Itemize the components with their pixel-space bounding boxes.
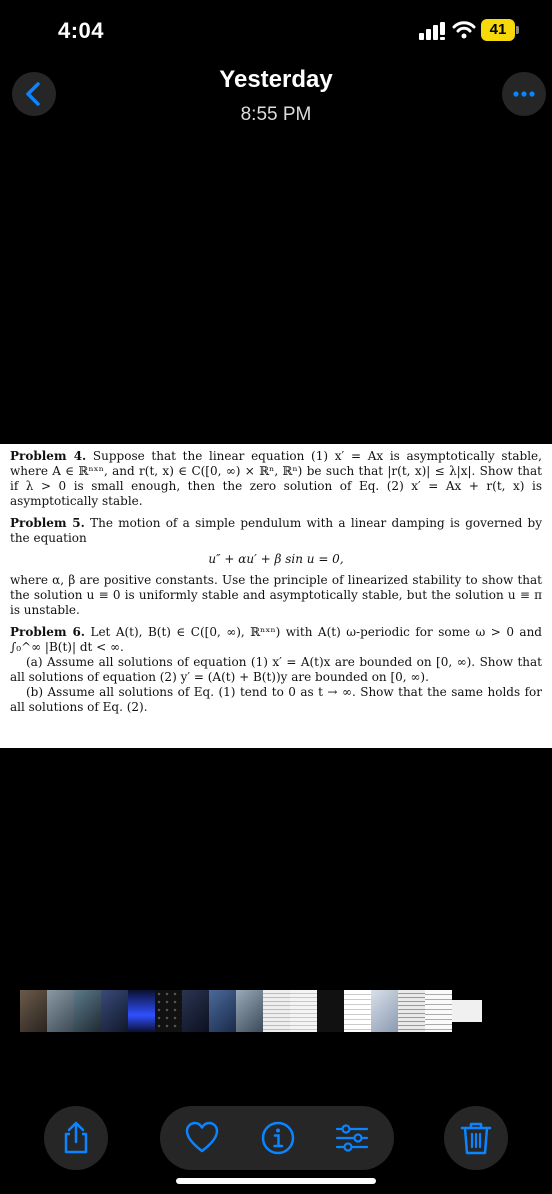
more-button[interactable] bbox=[502, 72, 546, 116]
problem-5-after: where α, β are positive constants. Use the principle of linearized stability to show that the solution u ≡ 0 is uniformly stable and asymptotically stable, but the solution u ≡ π is unstable. bbox=[10, 573, 542, 617]
thumbnail[interactable] bbox=[425, 990, 452, 1032]
ellipsis-icon bbox=[502, 72, 546, 116]
thumbnail-strip[interactable] bbox=[20, 990, 540, 1032]
problem-6-part-b: (b) Assume all solutions of Eq. (1) tend to 0 as t → ∞. Show that the same holds for all solutions of Eq. (2). bbox=[10, 685, 542, 714]
thumbnail[interactable] bbox=[317, 990, 344, 1032]
thumbnail[interactable] bbox=[20, 990, 47, 1032]
thumbnail[interactable] bbox=[236, 990, 263, 1032]
problem-6-label: Problem 6. bbox=[10, 625, 85, 639]
delete-button[interactable] bbox=[444, 1106, 508, 1170]
thumbnail[interactable] bbox=[452, 1000, 482, 1022]
thumbnail[interactable] bbox=[101, 990, 128, 1032]
problem-4 bbox=[10, 449, 542, 509]
status-time: 4:04 bbox=[58, 18, 105, 43]
battery-nub bbox=[516, 26, 519, 34]
thumbnail[interactable] bbox=[209, 990, 236, 1032]
thumbnail[interactable] bbox=[290, 990, 317, 1032]
problem-4-label: Problem 4. bbox=[10, 449, 87, 463]
problem-6-part-a: (a) Assume all solutions of equation (1) x′ = A(t)x are bounded on [0, ∞). Show that all solutions of equation (2) y′ = (A(t) + B(t))y are bounded on [0, ∞). bbox=[10, 655, 542, 684]
problem-4-text: Suppose that the linear equation (1) x′ = Ax is asymptotically stable, where A ∈ ℝⁿˣⁿ, and r(t, x) ∈ C([0, ∞) × ℝⁿ, ℝⁿ) be such that |r(t, x)| ≤ λ|x|. Show that if λ > 0 is small enough, then the zero solution of Eq. (2) x′ = Ax + r(t, x) is asymptotically stable. bbox=[10, 449, 542, 508]
info-icon[interactable] bbox=[260, 1120, 296, 1156]
problem-5 bbox=[10, 516, 542, 546]
thumbnail[interactable] bbox=[128, 990, 155, 1032]
problem-5-equation: u″ + αu′ + β sin u = 0, bbox=[208, 552, 344, 566]
problem-6 bbox=[10, 625, 542, 655]
share-button[interactable] bbox=[44, 1106, 108, 1170]
thumbnail[interactable] bbox=[47, 990, 74, 1032]
sliders-icon[interactable] bbox=[334, 1120, 370, 1156]
thumbnail[interactable] bbox=[74, 990, 101, 1032]
thumbnail[interactable] bbox=[263, 990, 290, 1032]
thumbnail[interactable] bbox=[398, 990, 425, 1032]
photo-actions-bar bbox=[160, 1106, 394, 1170]
problem-5-text: The motion of a simple pendulum with a linear damping is governed by the equation bbox=[10, 516, 542, 545]
problem-5-label: Problem 5. bbox=[10, 516, 85, 530]
page-title: Yesterday bbox=[219, 66, 333, 93]
wifi-icon bbox=[452, 21, 476, 39]
home-indicator[interactable] bbox=[176, 1178, 376, 1184]
problem-6-text: Let A(t), B(t) ∈ C([0, ∞), ℝⁿˣⁿ) with A(t) ω-periodic for some ω > 0 and ∫₀^∞ |B(t)| dt < ∞. bbox=[10, 625, 542, 654]
signal-icon bbox=[419, 22, 447, 40]
thumbnail[interactable] bbox=[182, 990, 209, 1032]
page-subtitle: 8:55 PM bbox=[240, 104, 312, 125]
thumbnail[interactable] bbox=[155, 990, 182, 1032]
thumbnail[interactable] bbox=[371, 990, 398, 1032]
heart-icon[interactable] bbox=[184, 1120, 220, 1156]
status-bar bbox=[0, 0, 552, 60]
share-icon bbox=[58, 1120, 94, 1156]
trash-icon bbox=[458, 1120, 494, 1156]
photo-document bbox=[0, 444, 552, 748]
thumbnail[interactable] bbox=[344, 990, 371, 1032]
battery-indicator: 41 bbox=[481, 19, 515, 41]
